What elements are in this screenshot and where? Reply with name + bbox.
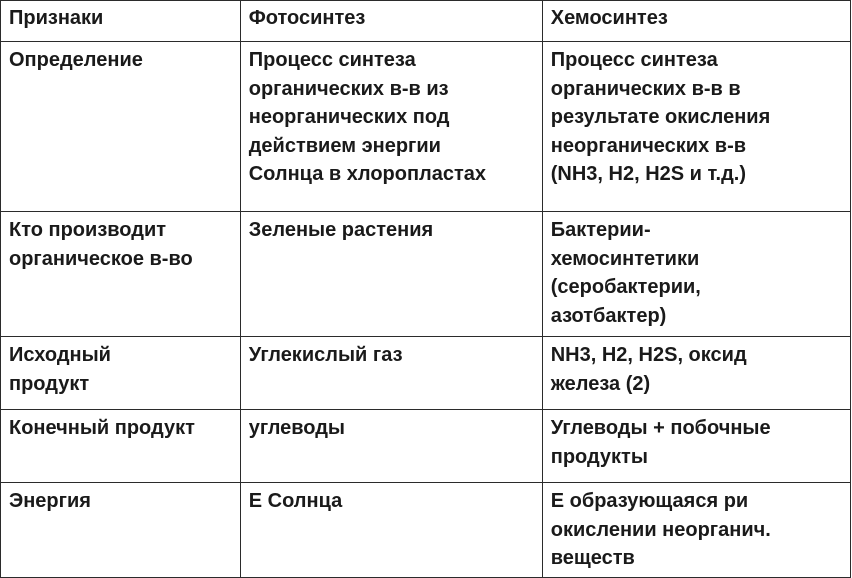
photosynthesis-cell: углеводы [240, 410, 542, 483]
photosynthesis-cell: Процесс синтеза органических в-в из неорганических под действием энергии Солнца в хлоропластах [240, 42, 542, 212]
table-header-row [1, 1, 851, 42]
table-row-final-product [1, 410, 851, 483]
photosynthesis-cell: Зеленые растения [240, 212, 542, 337]
feature-cell: Кто производит органическое в-во [1, 212, 241, 337]
chemosynthesis-cell: Е образующаяся ри окислении неорганич. веществ [542, 483, 850, 578]
feature-cell: Конечный продукт [1, 410, 241, 483]
chemosynthesis-cell: Бактерии- хемосинтетики (серобактерии, азотбактер) [542, 212, 850, 337]
chemosynthesis-cell: NH3, H2, H2S, оксид железа (2) [542, 337, 850, 410]
table-row-initial-product [1, 337, 851, 410]
table-row-energy [1, 483, 851, 578]
header-chemosynthesis: Хемосинтез [542, 1, 850, 42]
feature-cell: Энергия [1, 483, 241, 578]
header-photosynthesis: Фотосинтез [240, 1, 542, 42]
table-row-definition [1, 42, 851, 212]
chemosynthesis-cell: Углеводы + побочные продукты [542, 410, 850, 483]
feature-cell: Исходный продукт [1, 337, 241, 410]
chemosynthesis-cell: Процесс синтеза органических в-в в результате окисления неорганических в-в (NH3, H2, H2S и т.д.) [542, 42, 850, 212]
photosynthesis-cell: Е Солнца [240, 483, 542, 578]
header-features: Признаки [1, 1, 241, 42]
table-row-producer [1, 212, 851, 337]
photosynthesis-cell: Углекислый газ [240, 337, 542, 410]
feature-cell: Определение [1, 42, 241, 212]
